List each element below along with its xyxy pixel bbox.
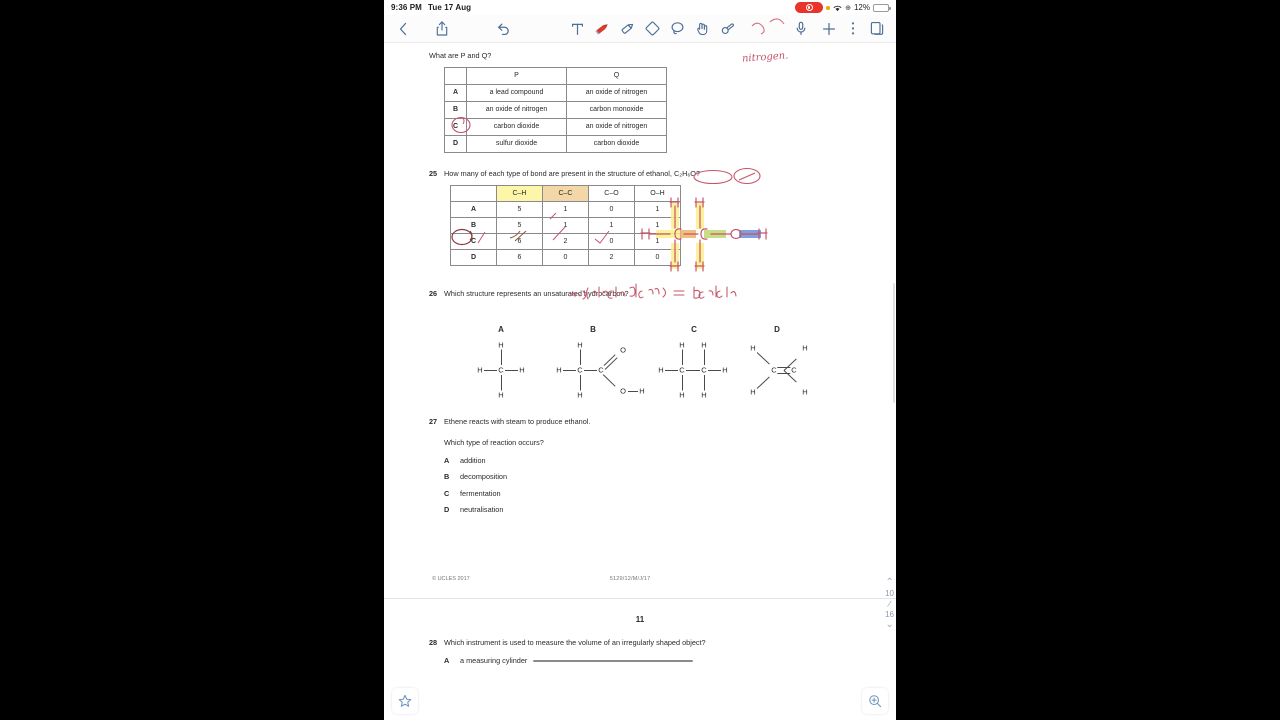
table-cell: C–C: [543, 185, 589, 201]
table-cell: 1: [635, 217, 681, 233]
table-cell: 1: [635, 233, 681, 249]
atom-label: H: [498, 390, 504, 400]
structure-letter-a: A: [498, 324, 504, 334]
zoom-in-button[interactable]: [862, 688, 888, 714]
atom-label: H: [477, 365, 483, 375]
table-row: [451, 201, 681, 217]
atom-label: C: [791, 365, 797, 375]
exam-page-11: [384, 599, 896, 664]
table-cell: O–H: [635, 185, 681, 201]
atom-label: H: [802, 343, 808, 353]
option-row[interactable]: [444, 489, 896, 498]
atom-label: H: [701, 340, 707, 350]
atom-label: C: [701, 365, 707, 375]
table-cell: carbon monoxide: [567, 101, 667, 118]
table-cell: B: [445, 101, 467, 118]
star-icon: [398, 694, 412, 708]
q26-number: 26: [429, 288, 438, 298]
atom-label: H: [556, 365, 562, 375]
status-bar-left: [391, 3, 471, 12]
eraser-icon[interactable]: [642, 18, 663, 39]
battery-icon: [873, 4, 889, 12]
page-thumbnails-icon[interactable]: [866, 18, 887, 39]
table-cell: 2: [543, 233, 589, 249]
option-key: C: [444, 488, 450, 498]
page-navigator[interactable]: [885, 578, 894, 630]
option-row[interactable]: [444, 505, 896, 514]
atom-label: C: [771, 365, 777, 375]
q25-table: [450, 185, 681, 266]
text-tool-icon[interactable]: [567, 18, 588, 39]
q27-options: [444, 456, 896, 515]
table-cell: 1: [635, 201, 681, 217]
option-key: A: [444, 455, 450, 465]
q26-structures: [384, 303, 896, 400]
atom-label: C: [577, 365, 583, 375]
copyright-text: © UCLES 2017: [432, 576, 470, 583]
atom-label: C: [598, 365, 604, 375]
table-cell: an oxide of nitrogen: [567, 84, 667, 101]
orange-privacy-dot-icon: [826, 6, 830, 10]
atom-label: H: [679, 390, 685, 400]
atom-label: H: [722, 365, 728, 375]
q27-heading: [429, 417, 896, 427]
screen-recording-pill-icon[interactable]: [795, 2, 823, 13]
table-header-row: [445, 67, 667, 84]
battery-percent: 12%: [853, 3, 870, 12]
atom-label: H: [639, 386, 645, 396]
status-time: 9:36 PM: [391, 3, 422, 12]
location-icon: ⊕: [845, 4, 851, 12]
pen-tool-icon[interactable]: [592, 18, 613, 39]
q25-prompt: How many of each type of bond are present in the structure of ethanol, C₂H₆O?: [444, 168, 701, 178]
table-cell: 5: [497, 201, 543, 217]
option-key: A: [444, 655, 450, 665]
zoom-in-icon: [868, 694, 882, 708]
atom-label: H: [701, 390, 707, 400]
table-cell: A: [445, 84, 467, 101]
atom-label: H: [802, 387, 808, 397]
table-cell: 0: [635, 249, 681, 265]
tablet-viewport: [384, 0, 896, 720]
plus-icon[interactable]: [818, 18, 839, 39]
vertical-scrollbar[interactable]: [893, 283, 895, 403]
table-cell: 1: [543, 201, 589, 217]
document-scroll-area[interactable]: [384, 43, 896, 720]
atom-label: H: [519, 365, 525, 375]
option-key: B: [444, 472, 450, 482]
ink-note-top: nitrogen.: [741, 50, 789, 65]
atom-label: H: [750, 387, 756, 397]
table-cell: P: [467, 67, 567, 84]
status-date: Tue 17 Aug: [427, 3, 472, 12]
q24-prompt: What are P and Q?: [429, 51, 492, 60]
table-cell: carbon dioxide: [467, 118, 567, 135]
structure-letter-b: B: [590, 324, 596, 334]
app-toolbar: [384, 15, 896, 43]
q27-prompt: Which type of reaction occurs?: [444, 438, 544, 448]
q25-number: 25: [429, 168, 438, 178]
table-cell: D: [451, 249, 497, 265]
atom-label: H: [498, 340, 504, 350]
option-label: a measuring cylinder: [460, 655, 528, 665]
q27-stem: Ethene reacts with steam to produce ethanol.: [444, 416, 591, 426]
table-cell: 1: [589, 217, 635, 233]
option-row[interactable]: [444, 656, 896, 665]
table-cell: an oxide of nitrogen: [567, 118, 667, 135]
table-cell: B: [451, 217, 497, 233]
status-bar: [384, 0, 896, 15]
option-key: D: [444, 505, 450, 515]
table-cell: 0: [589, 233, 635, 249]
table-cell: a lead compound: [467, 84, 567, 101]
back-chevron-icon[interactable]: [393, 18, 414, 39]
atom-label: H: [577, 340, 583, 350]
atom-label: H: [750, 343, 756, 353]
atom-label: H: [577, 390, 583, 400]
option-label: fermentation: [460, 488, 501, 498]
table-cell: [451, 185, 497, 201]
chevron-down-icon[interactable]: ⌄: [885, 619, 894, 630]
table-cell: an oxide of nitrogen: [467, 101, 567, 118]
table-cell: sulfur dioxide: [467, 135, 567, 152]
option-label: neutralisation: [460, 505, 504, 515]
table-row: [445, 118, 667, 135]
paper-code-text: 5129/12/M/J/17: [609, 576, 651, 583]
table-cell: 2: [589, 249, 635, 265]
option-label: decomposition: [460, 472, 508, 482]
table-header-row: [451, 185, 681, 201]
status-bar-right: [795, 2, 889, 13]
table-cell: C: [445, 118, 467, 135]
table-cell: [445, 67, 467, 84]
atom-label: C: [498, 365, 504, 375]
table-cell: 1: [543, 217, 589, 233]
table-row: [451, 217, 681, 233]
q25-heading: [429, 169, 896, 179]
highlighter-icon[interactable]: [617, 18, 638, 39]
option-row[interactable]: [444, 472, 896, 481]
atom-label: C: [679, 365, 685, 375]
q26-heading: [429, 289, 896, 299]
undo-icon[interactable]: [492, 18, 513, 39]
table-row: [445, 135, 667, 152]
annotation-tools: [567, 18, 738, 39]
q28-heading: [429, 638, 896, 648]
structure-letter-c: C: [691, 324, 697, 334]
more-options-icon[interactable]: [842, 18, 863, 39]
option-row[interactable]: [444, 456, 896, 465]
bookmark-star-button[interactable]: [392, 688, 418, 714]
underline-mark: [533, 660, 693, 662]
table-cell: C–H: [497, 185, 543, 201]
total-page-number: 16: [885, 610, 894, 619]
table-cell: A: [451, 201, 497, 217]
exam-page-10: [384, 43, 896, 598]
atom-label: H: [658, 365, 664, 375]
table-cell: 0: [589, 201, 635, 217]
atom-label: O: [620, 386, 626, 396]
q28-number: 28: [429, 638, 438, 648]
atom-label: O: [620, 345, 626, 355]
option-label: addition: [460, 455, 486, 465]
hand-icon[interactable]: [692, 18, 713, 39]
microphone-icon[interactable]: [790, 18, 811, 39]
q28-prompt: Which instrument is used to measure the volume of an irregularly shaped object?: [444, 638, 706, 648]
table-row: [445, 101, 667, 118]
q24-table: [444, 67, 667, 153]
q26-prompt: Which structure represents an unsaturated hydrocarbon?: [444, 288, 629, 298]
table-row: [445, 84, 667, 101]
q27-number: 27: [429, 416, 438, 426]
current-page-number: 10: [885, 589, 894, 598]
toolbar-right-group: [818, 18, 887, 39]
lasso-icon[interactable]: [667, 18, 688, 39]
table-cell: 0: [543, 249, 589, 265]
table-cell: C: [451, 233, 497, 249]
page-separator: /: [886, 598, 893, 610]
structure-letter-d: D: [774, 324, 780, 334]
table-cell: 5: [497, 217, 543, 233]
page-number-label: 11: [635, 615, 645, 625]
wifi-icon: [833, 4, 842, 12]
share-icon[interactable]: [431, 18, 452, 39]
table-cell: carbon dioxide: [567, 135, 667, 152]
table-row: [451, 249, 681, 265]
table-cell: C–O: [589, 185, 635, 201]
chevron-up-icon[interactable]: ⌃: [885, 577, 894, 588]
table-cell: 6: [497, 249, 543, 265]
table-cell: D: [445, 135, 467, 152]
table-row: [451, 233, 681, 249]
table-cell: 6: [497, 233, 543, 249]
color-picker-icon[interactable]: [717, 18, 738, 39]
atom-label: H: [679, 340, 685, 350]
table-cell: Q: [567, 67, 667, 84]
